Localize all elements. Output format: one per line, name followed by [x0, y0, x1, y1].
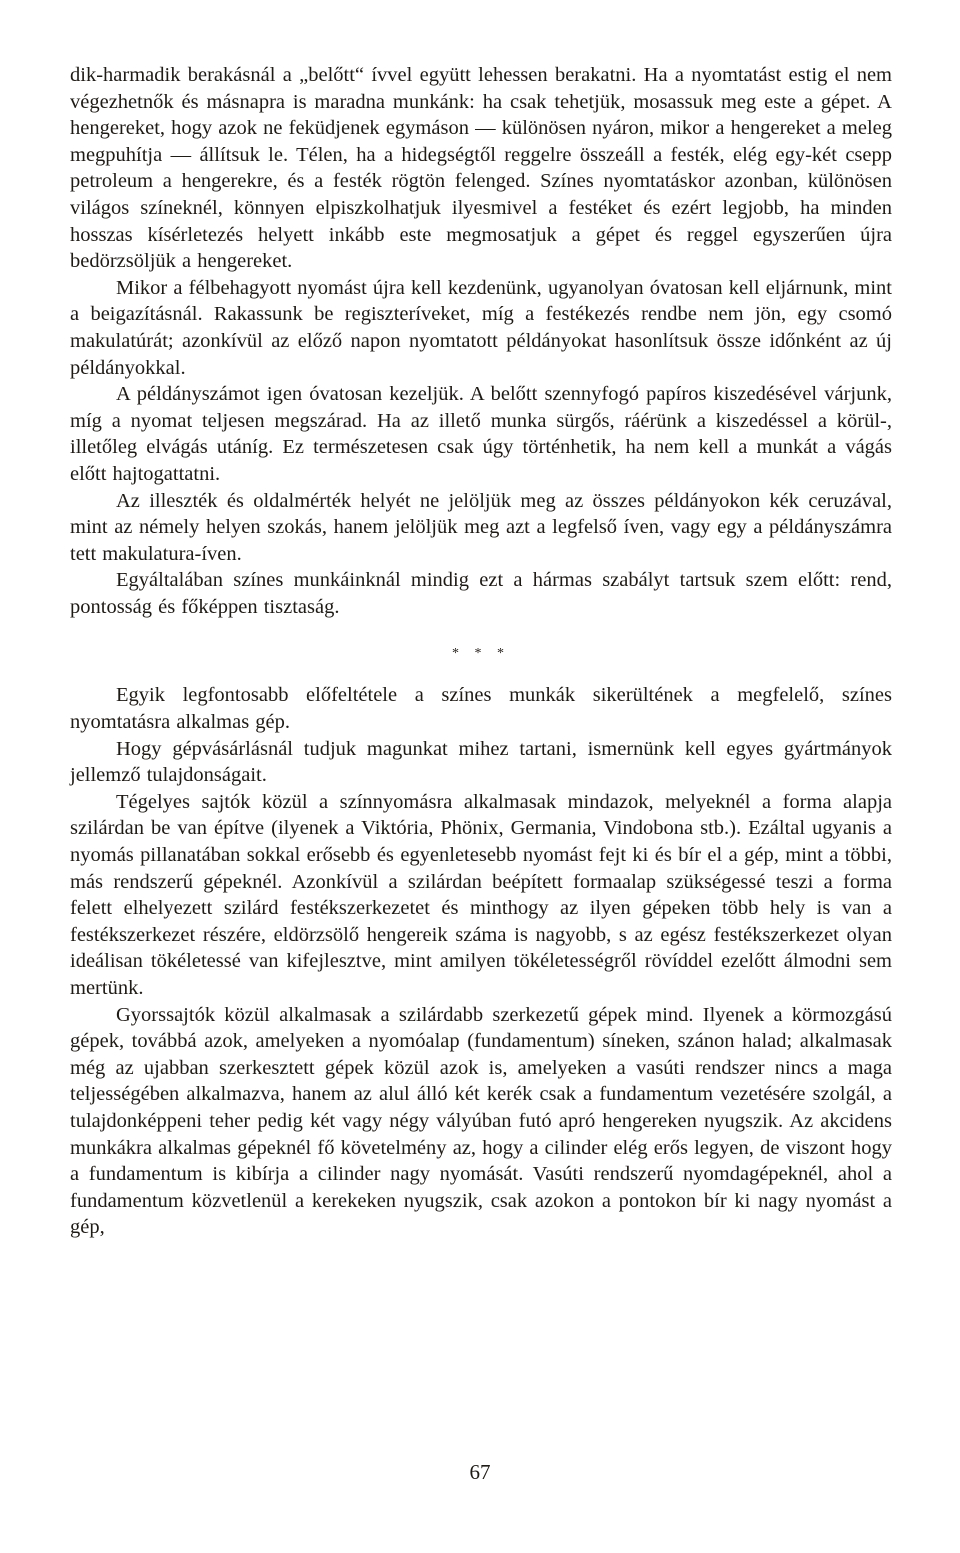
paragraph: Egyik legfontosabb előfeltétele a színes munkák sikerültének a megfelelő, színes nyomtatásra alkalmas gép.	[70, 684, 892, 734]
page-number: 67	[469, 1460, 491, 1484]
paragraph: Mikor a félbehagyott nyomást újra kell kezdenünk, ugyanolyan óvatosan kell eljárnunk, mint a beigazításnál. Rakassunk be regiszteríveket, míg a festékezés rendbe nem jön, egy csomó makulatúrát; azonkívül az előző napon nyomtatott példányokat hasonlítsuk össze időnként az új példányokkal.	[70, 276, 892, 379]
paragraph: Tégelyes sajtók közül a színnyomásra alkalmasak mindazok, melyeknél a forma alapja szilárdan be van építve (ilyenek a Viktória, Phönix, Germania, Vindobona stb.). Ezáltal ugyanis a nyomás pillanatában sokkal erősebb és egyenletesebb nyomást fejt ki és bír el a gép, mint a többi, más rendszerű gépeknél. Azonkívül a szilárdan beépített formaalap szükségessé teszi a forma felett elhelyezett szilárd festékszerkezetet és minthogy az ilyen gépeken több hely is van a festékszerkezet részére, eldörzsölő hengereik száma is nagyobb, s az egész festékszerkezet olyan ideálisan tökéletessé van kifejlesztve, mint amilyen tökéletességről rövíddel ezelőtt álmodni sem mertünk.	[70, 790, 892, 999]
paragraph: dik-harmadik berakásnál a „belőtt“ ívvel együtt lehessen berakatni. Ha a nyomtatást estig el nem végezhetnők és másnapra is maradna munkánk: ha csak tehetjük, mosassuk meg este a gépet. A hengereket, hogy azok ne feküdjenek egymáson — különösen nyáron, mikor a hengereket a meleg megpuhítja — állítsuk le. Télen, ha a hidegségtől reggelre összeáll a festék, elég egy-két csepp petroleum a hengerekre, és a festék rögtön felenged. Színes nyomtatáskor azonban, különösen világos színeknél, könnyen elpiszkolhatjuk ilyesmivel a festéket és ezért legjobb, ha minden hosszas kísérletezés helyett inkább este megmosatjuk a gépet és reggel egyszerűen újra bedörzsöljük a hengereket.	[70, 64, 892, 273]
paragraph: Hogy gépvásárlásnál tudjuk magunkat mihez tartani, ismernünk kell egyes gyártmányok jellemző tulajdonságait.	[70, 737, 892, 787]
section-1	[70, 62, 892, 620]
paragraph: A példányszámot igen óvatosan kezeljük. A belőtt szennyfogó papíros kiszedésével várjunk, míg a nyomat teljesen megszárad. Ha az illető munka sürgős, ráérünk a kiszedéssel a körül-, illetőleg elvágás utáníg. Ez természetesen csak úgy történhetik, ha nem kell a munkát a vágás előtt hajtogattatni.	[70, 383, 892, 485]
paragraph: Az illeszték és oldalmérték helyét ne jelöljük meg az összes példányokon kék ceruzával, mint az némely helyen szokás, hanem jelöljük meg azt a legfelső íven, vagy egy a példányszámra tett makulatura-íven.	[70, 489, 892, 565]
paragraph: Egyáltalában színes munkáinknál mindig ezt a hármas szabályt tartsuk szem előtt: rend, pontosság és főképpen tisztaság.	[70, 569, 892, 618]
paragraph: Gyorssajtók közül alkalmasak a szilárdabb szerkezetű gépek mind. Ilyenek a körmozgású gépek, továbbá azok, amelyeken a nyomóalap (fundamentum) síneken, szánon halad; alkalmasak még az ujabban szerkesztett gépek közül azok is, amelyeken a vasúti rendszer nincs a maga teljességében alkalmazva, hanem az alul álló két kerék csak a fundamentum vezetésére szolgál, a tulajdonképpeni teher pedig két vagy négy vályúban futó apró hengereken nyugszik. Az akcidens munkákra alkalmas gépeknél fő követelmény az, hogy a cilinder elég erős legyen, de viszont hogy a fundamentum is kibírja a cilinder nagy nyomását. Vasúti rendszerű nyomdagépeknél, ahol a fundamentum közvetlenül a kerekeken nyugszik, csak azokon a pontokon bír ki nagy nyomást a gép,	[70, 1003, 892, 1239]
section-2	[70, 682, 892, 1240]
section-separator: * * *	[452, 646, 510, 662]
page-body	[70, 62, 892, 1241]
